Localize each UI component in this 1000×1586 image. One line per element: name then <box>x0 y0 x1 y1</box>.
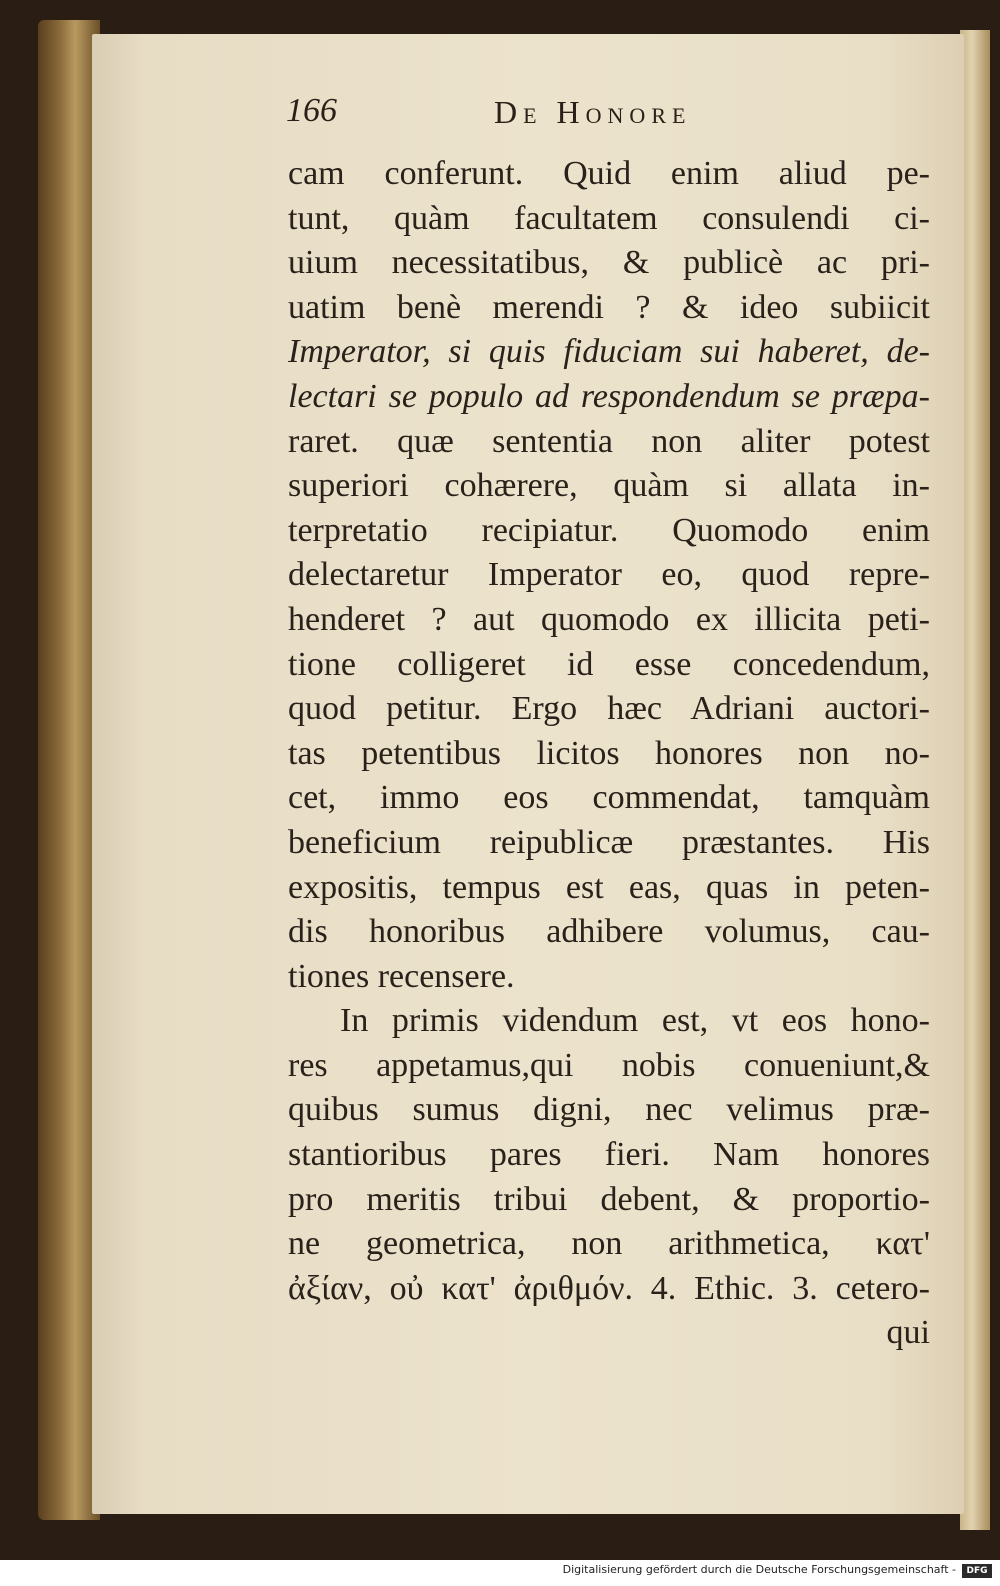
text-line: res appetamus,qui nobis conueniunt,& <box>288 1046 930 1084</box>
page-number: 166 <box>286 92 337 129</box>
text-line: tione colligeret id esse concedendum, <box>288 645 930 683</box>
text-line: beneficium reipublicæ præstantes. His <box>288 823 930 861</box>
footer-credit: Digitalisierung gefördert durch die Deutsche Forschungsgemeinschaft - <box>562 1563 956 1576</box>
text-line: raret. quæ sententia non aliter potest <box>288 422 930 460</box>
dfg-logo: DFG <box>962 1564 992 1578</box>
page-stack-edge <box>960 30 990 1530</box>
text-line: henderet ? aut quomodo ex illicita peti- <box>288 600 930 638</box>
text-line: tiones recensere. <box>288 957 515 995</box>
text-line: ne geometrica, non arithmetica, κατ' <box>288 1225 930 1263</box>
text-line: In primis videndum est, vt eos hono- <box>340 1002 930 1040</box>
text-line: expositis, tempus est eas, quas in peten- <box>288 868 930 906</box>
running-head <box>286 92 786 142</box>
text-line: ἀξίαν, οὐ κατ' ἀριθμόν. 4. Ethic. 3. cetero- <box>288 1269 930 1307</box>
text-line: lectari se populo ad respondendum se præpa- <box>288 377 930 415</box>
text-line: tunt, quàm facultatem consulendi ci- <box>288 199 930 237</box>
catchword: qui <box>886 1314 930 1352</box>
text-line: uatim benè merendi ? & ideo subiicit <box>288 288 930 326</box>
text-line: tas petentibus licitos honores non no- <box>288 734 930 772</box>
text-line: pro meritis tribui debent, & proportio- <box>288 1180 930 1218</box>
text-line: terpretatio recipiatur. Quomodo enim <box>288 511 930 549</box>
text-line: cet, immo eos commendat, tamquàm <box>288 779 930 817</box>
book-spine-edge <box>38 20 100 1520</box>
text-line: cam conferunt. Quid enim aliud pe- <box>288 155 930 192</box>
text-line: quod petitur. Ergo hæc Adriani auctori- <box>288 690 930 728</box>
text-line: quibus sumus digni, nec velimus præ- <box>288 1091 930 1129</box>
text-line: Imperator, si quis fiduciam sui haberet, de- <box>288 333 930 371</box>
body-text <box>288 152 930 1356</box>
text-line: stantioribus pares fieri. Nam honores <box>288 1136 930 1174</box>
text-line: dis honoribus adhibere volumus, cau- <box>288 913 930 951</box>
text-line: delectaretur Imperator eo, quod repre- <box>288 556 930 594</box>
text-line: superiori cohærere, quàm si allata in- <box>288 467 930 505</box>
running-title: De Honore <box>494 94 692 130</box>
text-line: uium necessitatibus, & publicè ac pri- <box>288 244 930 282</box>
